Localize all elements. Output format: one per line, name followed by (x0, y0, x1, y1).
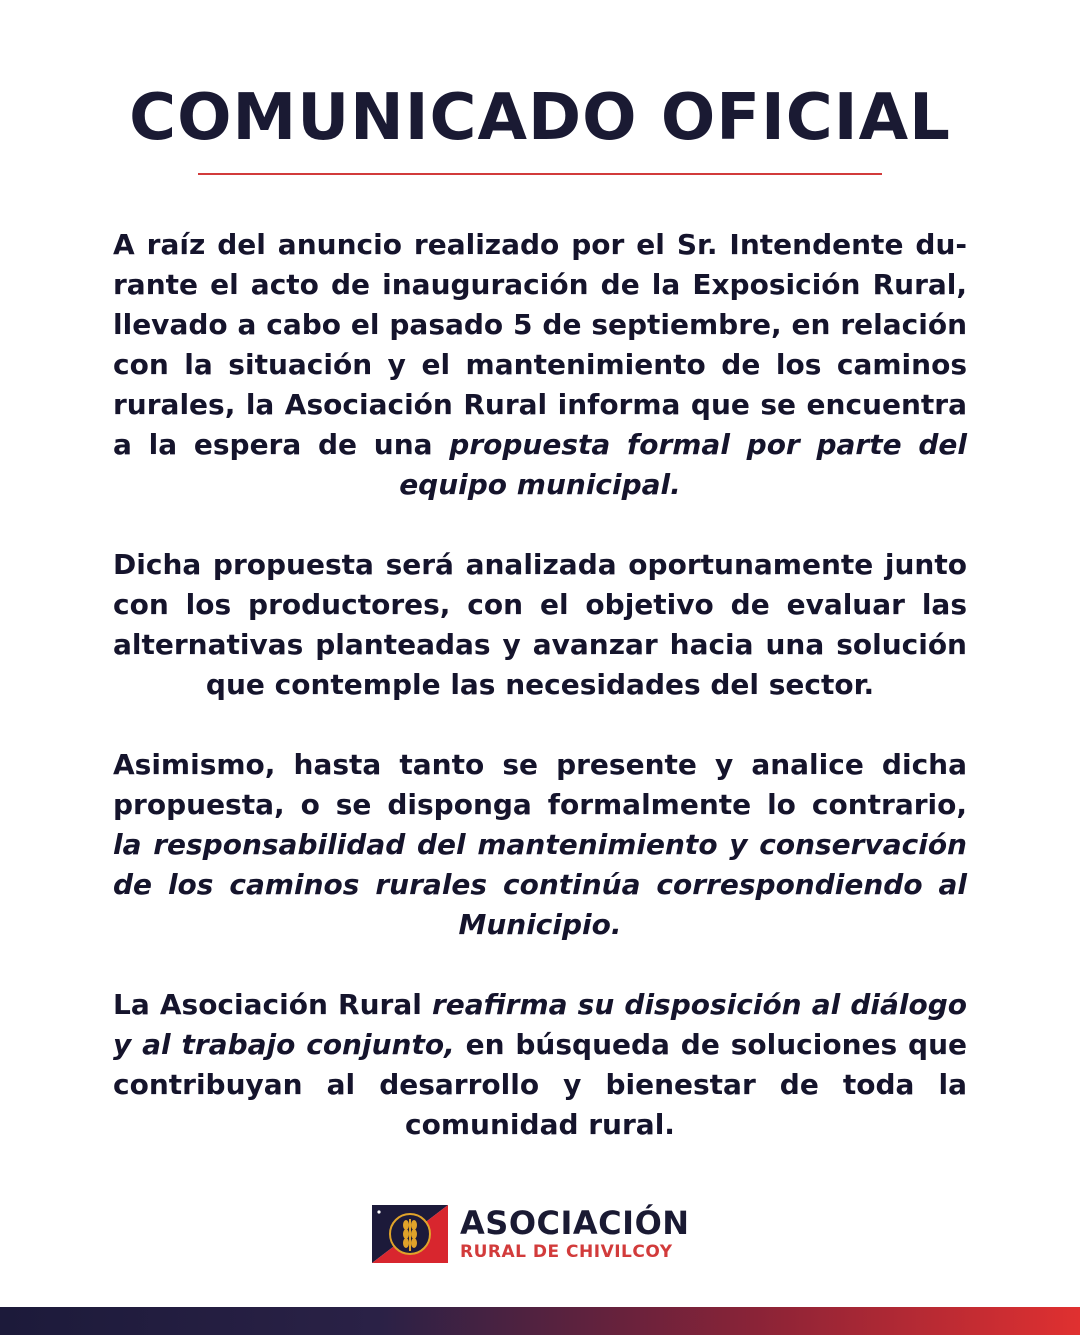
paragraph-text: Dicha propuesta será analizada oportunamente junto con los productores, con el objetivo de evaluar las alternativas planteadas y avanzar hacia una solución que contemple las necesidades del sector. (113, 548, 967, 701)
emphasis-text: la responsabilidad del mantenimiento y conservación de los caminos rurales continúa correspondiendo al Municipio. (113, 828, 967, 941)
logo-name-line1: ASOCIACIÓN (460, 1204, 690, 1242)
bottom-gradient-bar (0, 1307, 1080, 1335)
paragraph-text: A raíz del anuncio realizado por el Sr. Intendente durante el acto de inauguración de la Exposición Rural, llevado a cabo el pasado 5 de septiembre, en relación con la situación y el mantenimiento de los caminos rurales, la Asociación Rural informa que se encuentra a la espera de una (113, 228, 967, 461)
statement-body (113, 225, 967, 1185)
wheat-flag-emblem-icon (372, 1205, 448, 1263)
page-title: COMUNICADO OFICIAL (129, 81, 951, 155)
paragraph-4 (113, 985, 967, 1145)
paragraph-text: Asimismo, hasta tanto se presente y analice dicha propuesta, o se disponga formalmente lo contrario, (113, 748, 967, 821)
paragraph-2 (113, 545, 967, 705)
paragraph-3 (113, 745, 967, 945)
paragraph-text: en búsqueda de soluciones que contribuyan al desarrollo y bienestar de toda la comunidad rural. (113, 1028, 967, 1141)
paragraph-1 (113, 225, 967, 505)
emphasis-text: reafirma su disposición al diálogo y al trabajo conjunto, (113, 988, 967, 1061)
association-logo (372, 1205, 690, 1263)
emphasis-text: propuesta formal por parte del equipo municipal. (399, 428, 967, 501)
title-divider (198, 173, 882, 175)
logo-wordmark (460, 1205, 690, 1263)
paragraph-text: La Asociación Rural (113, 988, 432, 1021)
logo-name-line2: RURAL DE CHIVILCOY (460, 1242, 673, 1262)
